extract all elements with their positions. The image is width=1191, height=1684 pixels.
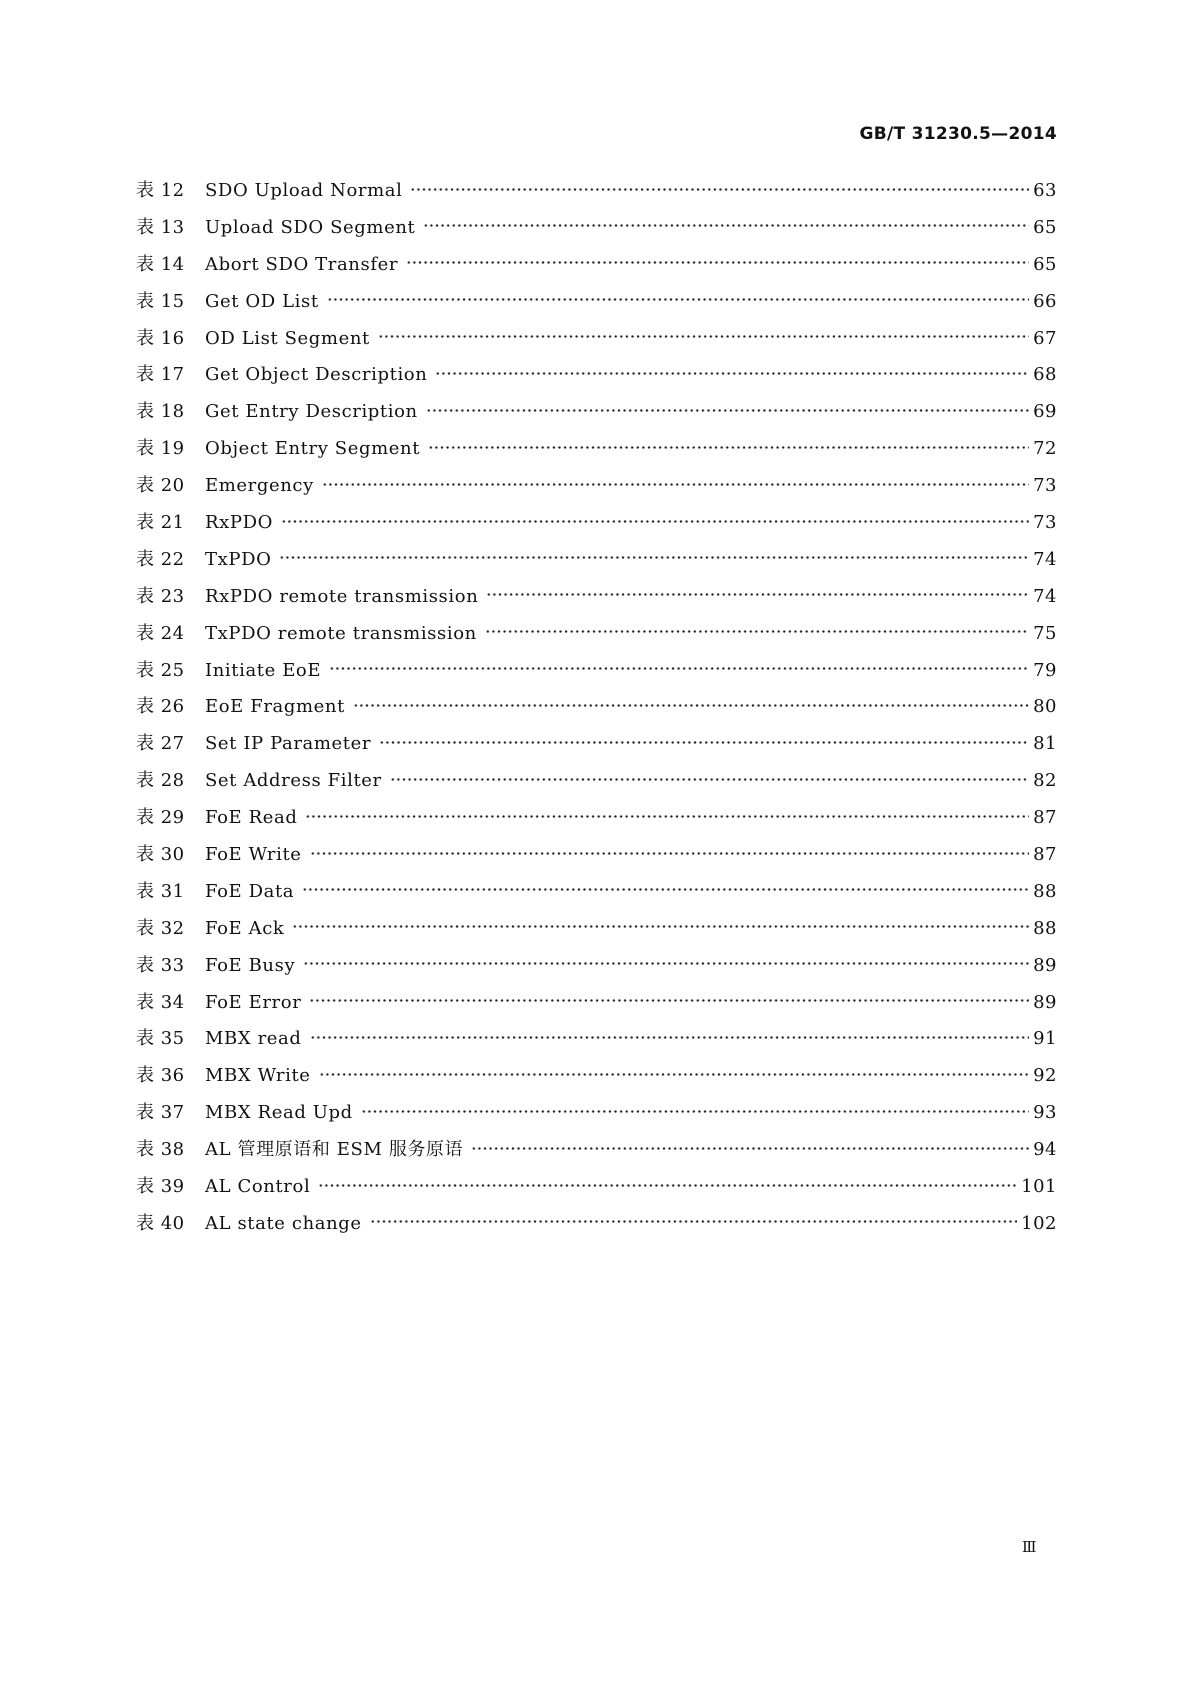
toc-item-page: 80	[1033, 696, 1057, 718]
toc-item-number: 表 31	[136, 880, 185, 902]
toc-item-number: 表 15	[136, 290, 185, 312]
dot-leader	[292, 918, 1029, 936]
toc-item[interactable]	[136, 1135, 1057, 1172]
toc-item-number: 表 36	[136, 1065, 185, 1087]
toc-item-title: MBX read	[205, 1028, 302, 1050]
toc-item-page: 69	[1033, 401, 1057, 423]
toc-item-page: 87	[1033, 807, 1057, 829]
toc-item-title: FoE Read	[205, 807, 298, 829]
toc-item-title: Set IP Parameter	[205, 733, 372, 755]
toc-item[interactable]	[136, 1209, 1057, 1246]
toc-item-number: 表 34	[136, 991, 185, 1013]
toc-item-title: FoE Ack	[205, 917, 285, 939]
toc-item-page: 89	[1033, 991, 1057, 1013]
toc-item-page: 68	[1033, 364, 1057, 386]
toc-item-page: 102	[1021, 1212, 1057, 1234]
toc-item-number: 表 17	[136, 364, 185, 386]
toc-item-page: 73	[1033, 475, 1057, 497]
toc-item-number: 表 33	[136, 954, 185, 976]
dot-leader	[486, 586, 1029, 604]
dot-leader	[353, 696, 1029, 714]
toc-item-title: AL 管理原语和 ESM 服务原语	[205, 1139, 464, 1161]
dot-leader	[370, 1213, 1017, 1231]
toc-item-title: TxPDO	[205, 548, 272, 570]
toc-item-number: 表 37	[136, 1102, 185, 1124]
toc-item[interactable]	[136, 766, 1057, 803]
toc-item-title: FoE Data	[205, 880, 295, 902]
toc-item[interactable]	[136, 250, 1057, 287]
toc-item-page: 88	[1033, 917, 1057, 939]
toc-item[interactable]	[136, 360, 1057, 397]
toc-item-title: Set Address Filter	[205, 770, 382, 792]
dot-leader	[303, 955, 1029, 973]
dot-leader	[361, 1102, 1029, 1120]
toc-item-page: 79	[1033, 659, 1057, 681]
toc-item-title: Abort SDO Transfer	[205, 253, 399, 275]
toc-item[interactable]	[136, 1098, 1057, 1135]
toc-item[interactable]	[136, 877, 1057, 914]
toc-item-number: 表 30	[136, 844, 185, 866]
toc-item-title: Object Entry Segment	[205, 438, 421, 460]
toc-item[interactable]	[136, 914, 1057, 951]
toc-item-title: Upload SDO Segment	[205, 216, 416, 238]
toc-item-number: 表 35	[136, 1028, 185, 1050]
dot-leader	[327, 291, 1029, 309]
toc-item-page: 92	[1033, 1065, 1057, 1087]
toc-item-title: AL Control	[205, 1176, 311, 1198]
toc-item-number: 表 38	[136, 1139, 185, 1161]
toc-item[interactable]	[136, 324, 1057, 361]
toc-item-title: RxPDO	[205, 512, 274, 534]
toc-item-number: 表 32	[136, 917, 185, 939]
toc-item[interactable]	[136, 471, 1057, 508]
toc-item-page: 81	[1033, 733, 1057, 755]
dot-leader	[406, 254, 1029, 272]
toc-item-number: 表 29	[136, 807, 185, 829]
toc-item[interactable]	[136, 692, 1057, 729]
toc-item-number: 表 21	[136, 512, 185, 534]
toc-item-title: EoE Fragment	[205, 696, 345, 718]
toc-item-page: 91	[1033, 1028, 1057, 1050]
dot-leader	[379, 733, 1029, 751]
toc-item-number: 表 25	[136, 659, 185, 681]
toc-item-number: 表 16	[136, 327, 185, 349]
toc-item[interactable]	[136, 1061, 1057, 1098]
toc-item-page: 93	[1033, 1102, 1057, 1124]
toc-item-number: 表 27	[136, 733, 185, 755]
toc-item-number: 表 12	[136, 180, 185, 201]
toc-item-page: 74	[1033, 548, 1057, 570]
toc-item[interactable]	[136, 988, 1057, 1025]
toc-item-title: FoE Error	[205, 991, 302, 1013]
toc-item-title: Get Object Description	[205, 364, 428, 386]
dot-leader	[410, 180, 1029, 198]
toc-item-number: 表 13	[136, 216, 185, 238]
toc-item-title: RxPDO remote transmission	[205, 585, 479, 607]
dot-leader	[435, 364, 1029, 382]
toc-item-title: AL state change	[205, 1212, 362, 1234]
toc-item-number: 表 40	[136, 1212, 185, 1234]
toc-item-title: FoE Write	[205, 844, 302, 866]
toc-item[interactable]	[136, 729, 1057, 766]
toc-item-page: 87	[1033, 844, 1057, 866]
toc-item[interactable]	[136, 397, 1057, 434]
toc-item-title: Emergency	[205, 475, 314, 497]
toc-item-title: SDO Upload Normal	[205, 180, 403, 201]
dot-leader	[390, 770, 1029, 788]
dot-leader	[310, 844, 1030, 862]
toc-item-page: 65	[1033, 216, 1057, 238]
toc-item[interactable]	[136, 434, 1057, 471]
toc-item-page: 88	[1033, 880, 1057, 902]
toc-item-page: 94	[1033, 1139, 1057, 1161]
dot-leader	[485, 623, 1029, 641]
dot-leader	[426, 401, 1029, 419]
toc-item[interactable]	[136, 1172, 1057, 1209]
toc-item-title: Get Entry Description	[205, 401, 418, 423]
toc-item-title: OD List Segment	[205, 327, 370, 349]
toc-item-page: 89	[1033, 954, 1057, 976]
toc-item-number: 表 19	[136, 438, 185, 460]
toc-item-title: MBX Write	[205, 1065, 311, 1087]
toc-item-title: FoE Busy	[205, 954, 296, 976]
dot-leader	[428, 438, 1029, 456]
toc-item-number: 表 28	[136, 770, 185, 792]
toc-item-page: 67	[1033, 327, 1057, 349]
table-of-contents-list	[136, 176, 1057, 1246]
dot-leader	[329, 660, 1029, 678]
toc-item-page: 101	[1021, 1176, 1057, 1198]
toc-item-page: 72	[1033, 438, 1057, 460]
dot-leader	[378, 328, 1029, 346]
toc-item[interactable]	[136, 287, 1057, 324]
toc-item-number: 表 14	[136, 253, 185, 275]
toc-item-number: 表 22	[136, 548, 185, 570]
dot-leader	[302, 881, 1029, 899]
dot-leader	[279, 549, 1029, 567]
toc-item[interactable]	[136, 582, 1057, 619]
toc-item[interactable]	[136, 545, 1057, 582]
toc-item-title: Get OD List	[205, 290, 319, 312]
toc-item-title: Initiate EoE	[205, 659, 322, 681]
toc-item-page: 65	[1033, 253, 1057, 275]
toc-item-page: 63	[1033, 180, 1057, 201]
toc-item-page: 66	[1033, 290, 1057, 312]
toc-item-page: 75	[1033, 622, 1057, 644]
toc-item-page: 74	[1033, 585, 1057, 607]
toc-item-page: 82	[1033, 770, 1057, 792]
toc-item[interactable]	[136, 619, 1057, 656]
page-folio: Ⅲ	[1022, 1538, 1037, 1556]
dot-leader	[309, 992, 1029, 1010]
dot-leader	[310, 1028, 1030, 1046]
toc-item[interactable]	[136, 840, 1057, 877]
toc-item-number: 表 39	[136, 1176, 185, 1198]
dot-leader	[423, 217, 1029, 235]
toc-item-title: MBX Read Upd	[205, 1102, 353, 1124]
dot-leader	[281, 512, 1029, 530]
toc-item[interactable]	[136, 803, 1057, 840]
dot-leader	[318, 1176, 1017, 1194]
toc-item[interactable]	[136, 213, 1057, 250]
toc-item-page: 73	[1033, 512, 1057, 534]
toc-item[interactable]	[136, 508, 1057, 545]
toc-item-number: 表 18	[136, 401, 185, 423]
toc-item-title: TxPDO remote transmission	[205, 622, 477, 644]
toc-item-number: 表 20	[136, 475, 185, 497]
toc-item[interactable]	[136, 951, 1057, 988]
toc-item[interactable]	[136, 656, 1057, 693]
dot-leader	[471, 1139, 1029, 1157]
dot-leader	[322, 475, 1029, 493]
toc-item-number: 表 26	[136, 696, 185, 718]
standard-code-header: GB/T 31230.5—2014	[859, 124, 1057, 144]
toc-item[interactable]	[136, 1024, 1057, 1061]
dot-leader	[319, 1065, 1030, 1083]
dot-leader	[305, 807, 1029, 825]
toc-item-number: 表 24	[136, 622, 185, 644]
toc-item[interactable]	[136, 176, 1057, 213]
toc-item-number: 表 23	[136, 585, 185, 607]
